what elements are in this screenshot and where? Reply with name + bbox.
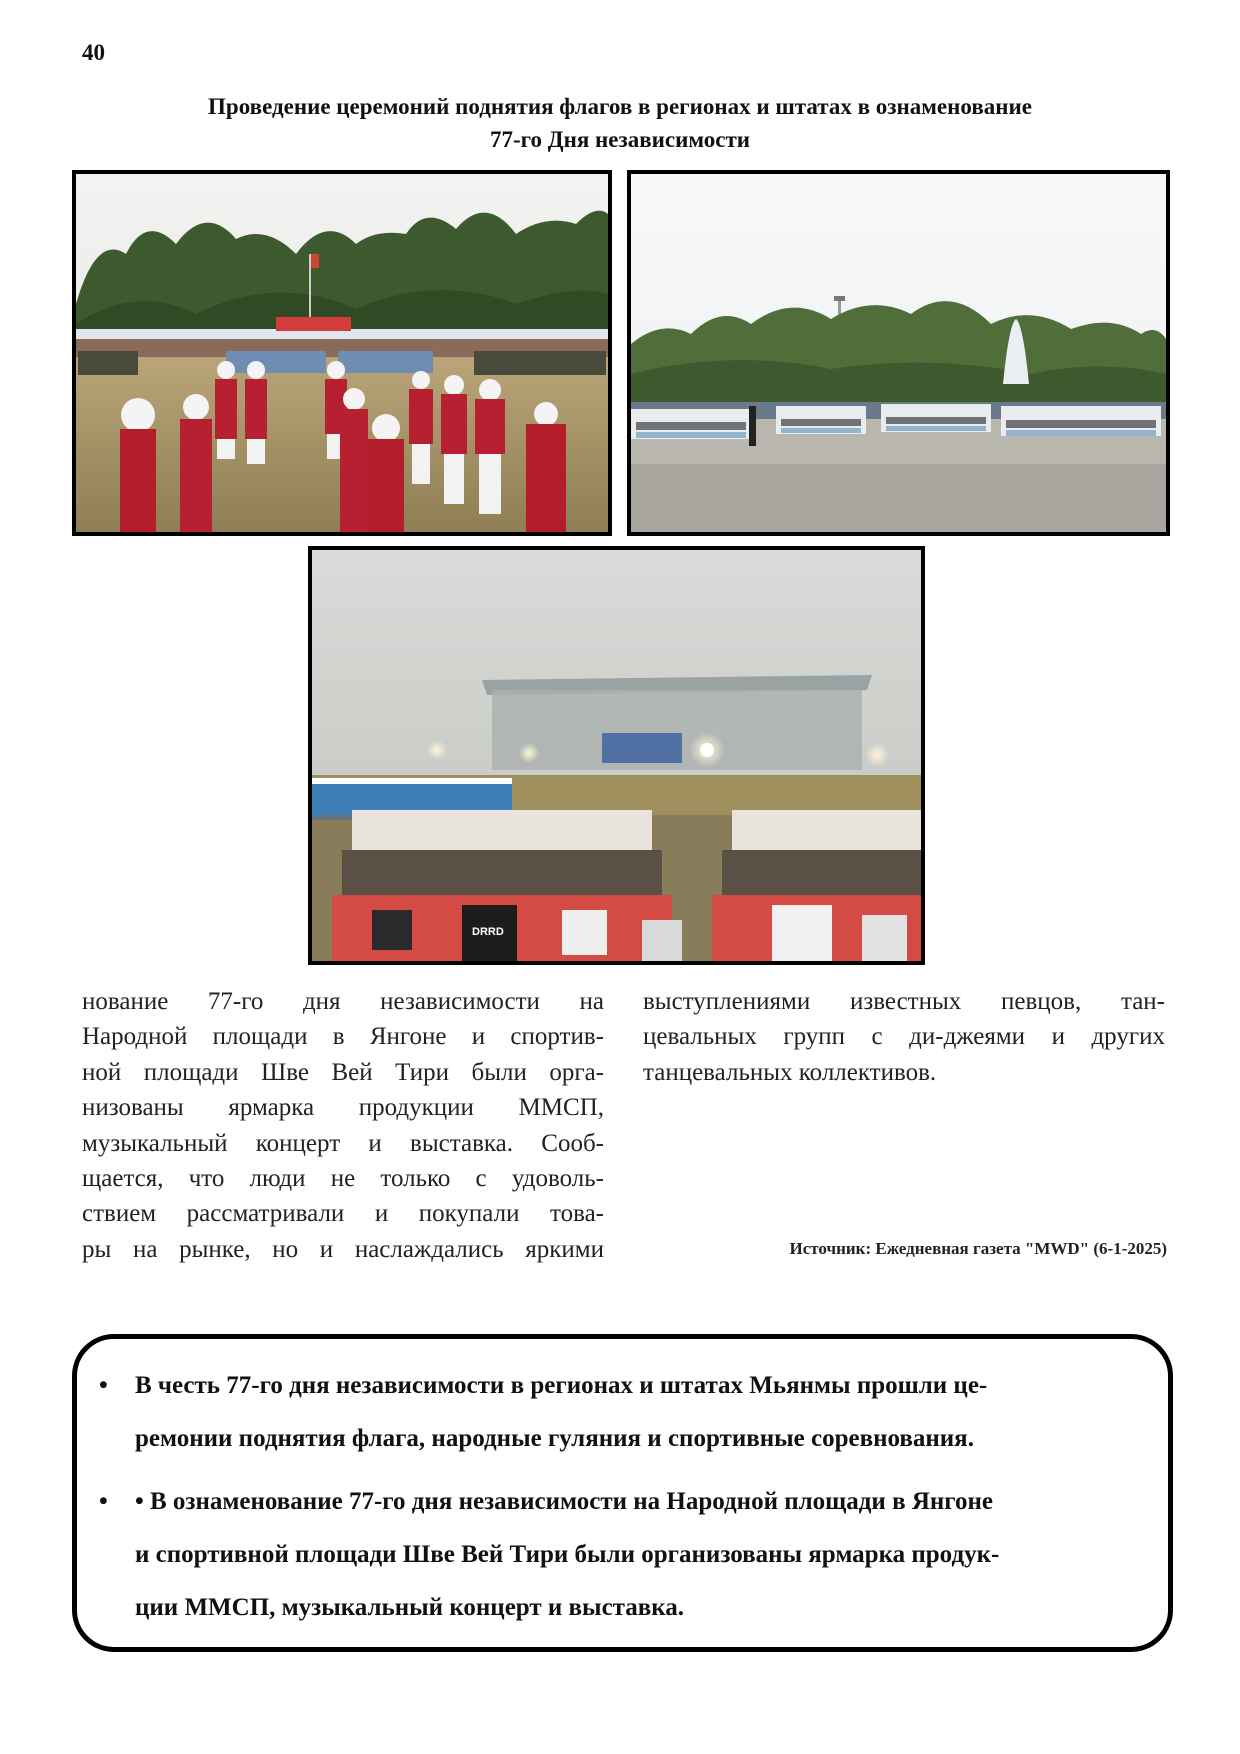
bullet-icon: • [99,1488,108,1515]
summary-item [99,1475,1146,1634]
foggy-stadium-image [312,550,921,961]
right-line-2: цевальных групп с ди-джеями и других [643,1023,1165,1051]
photo-cadets-ceremony [72,170,612,536]
summary-item-1-line-1: В честь 77-го дня независимости в регионах и штатах Мьянмы прошли це- [135,1372,988,1399]
left-line-2: Народной площади в Янгоне и спортив- [82,1023,604,1051]
left-line-6: щается, что люди не только с удоволь- [82,1165,604,1193]
left-line-5: музыкальный концерт и выставка. Сооб- [82,1129,604,1157]
photo-foggy-stadium-ceremony [308,546,925,965]
summary-item-2-line-1: • В ознаменование 77-го дня независимости на Народной площади в Янгоне [135,1488,994,1515]
cadets-ceremony-image [76,174,608,532]
left-line-4: низованы ярмарка продукции ММСП, [82,1094,604,1122]
right-line-1: выступлениями известных певцов, тан- [643,988,1165,1015]
left-line-7: ствием рассматривали и покупали това- [82,1200,604,1228]
summary-item-1-line-2: ремонии поднятия флага, народные гуляния и спортивные соревнования. [135,1425,974,1452]
left-line-1: нование 77-го дня независимости на [82,988,604,1015]
bullet-icon: • [99,1372,108,1399]
summary-item [99,1359,1146,1465]
article-column-left [82,984,604,1267]
vest-label: DRRD [472,926,504,938]
headline-line-1: Проведение церемоний поднятия флагов в регионах и штатах в ознаменование [208,94,1032,119]
seated-crowd-image [631,174,1166,532]
source-credit: Источник: Ежедневная газета "MWD" (6-1-2025) [789,1239,1167,1258]
headline-line-2: 77-го Дня независимости [489,127,750,152]
right-line-3: танцевальных коллективов. [643,1058,937,1086]
summary-item-2-line-3: ции ММСП, музыкальный концерт и выставка. [135,1594,685,1621]
left-line-8: ры на рынке, но и наслаждались яркими [82,1235,604,1263]
page-number: 40 [82,40,105,65]
photo-seated-crowd-fountain [627,170,1170,536]
summary-list [99,1359,1146,1644]
left-line-3: ной площади Шве Вей Тири были орга- [82,1058,604,1086]
article-column-right [643,984,1165,1090]
summary-box [72,1334,1173,1652]
summary-item-2-line-2: и спортивной площади Шве Вей Тири были организованы ярмарка продук- [135,1541,1000,1568]
article-headline [120,90,1120,156]
